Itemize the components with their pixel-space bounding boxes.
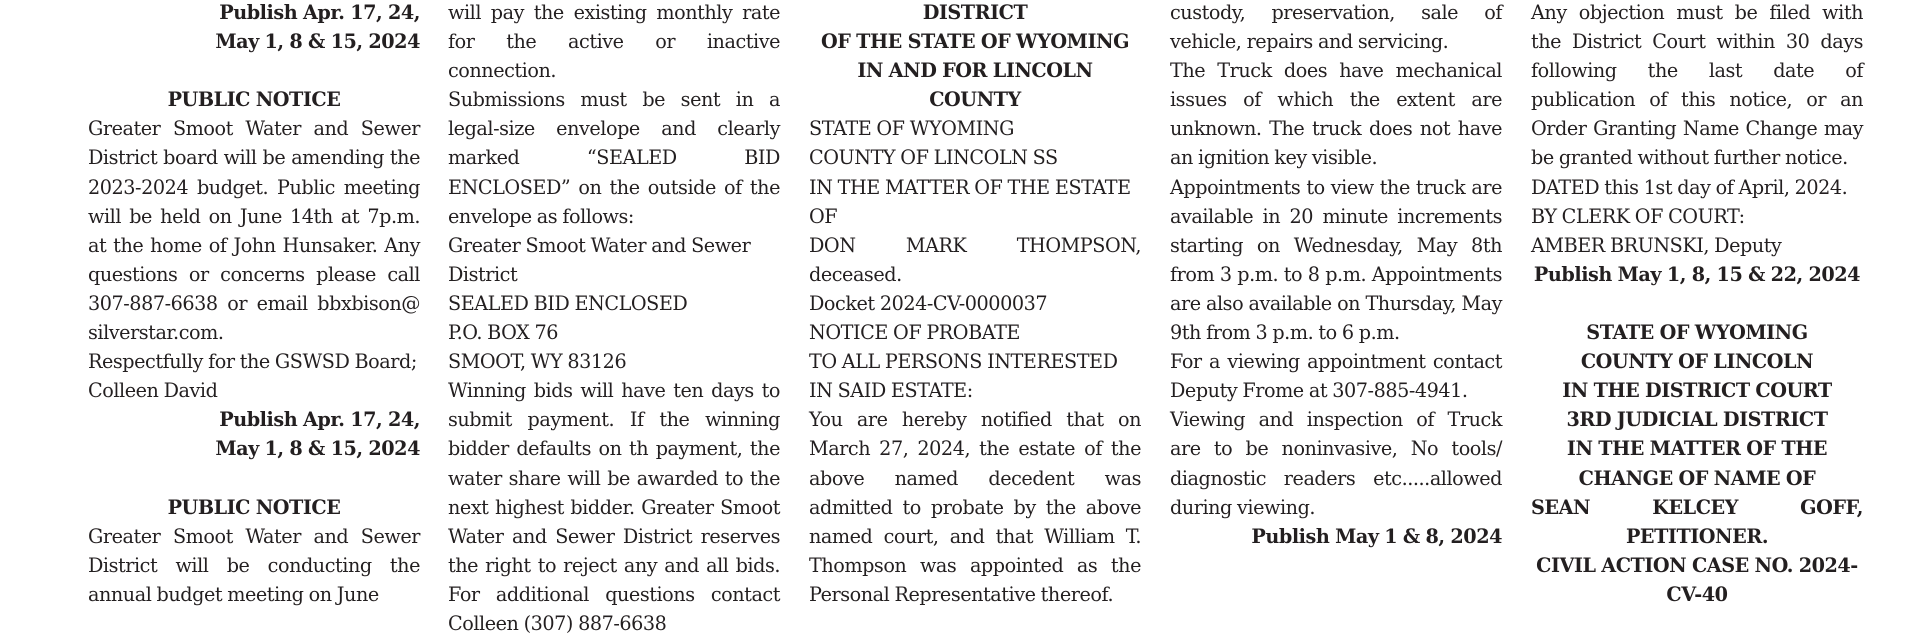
caption-line: STATE OF WYOMING [809,117,1015,141]
court-heading-line: IN AND FOR LINCOLN [857,59,1093,83]
paragraph: Appointments to view the truck are available in 20 minute increments starting on Wednesday, May 8th from 3 p.m. to 8 p.m. Appointments are also available on Thursday, May 9th from 3 p.m. to 6 p.m. [1170,175,1502,345]
court-heading-line: PETITIONER. [1625,524,1769,548]
column-5 [1531,0,1863,609]
paragraph: will pay the existing monthly rate for the active or inactive connection. [448,1,780,83]
clerk-line: BY CLERK OF COURT: [1531,204,1745,228]
publish-dates-line-2: May 1, 8 & 15, 2024 [215,437,420,461]
court-heading-line: 3RD JUDICIAL DISTRICT [1566,408,1828,432]
address-line: Greater Smoot Water and Sewer District [448,233,751,286]
deputy-line: AMBER BRUNSKI, Deputy [1531,233,1782,257]
paragraph: Any objection must be filed with the District Court within 30 days following the last date of publication of this notice, or an Order Granting Name Change may be granted without further notice. [1531,1,1863,170]
caption-line: IN THE MATTER OF THE ESTATE OF [809,175,1131,228]
publish-dates: Publish May 1, 8, 15 & 22, 2024 [1533,262,1861,286]
caption-line: NOTICE OF PROBATE [809,321,1020,345]
petitioner-name: SEAN KELCEY GOFF, [1531,495,1863,519]
paragraph: The Truck does have mechanical issues of which the extent are unknown. The truck does not have an ignition key visible. [1170,59,1502,170]
dated-line: DATED this 1st day of April, 2024. [1531,175,1848,199]
notice-signature: Respectfully for the GSWSD Board; Colleen David [88,350,417,403]
paragraph: Submissions must be sent in a legal-size envelope and clearly marked “SEALED BID ENCLOSED” on the outside of the envelope as follows: [448,88,780,228]
publish-dates-line-1: Publish Apr. 17, 24, [219,1,420,24]
court-heading-line: CHANGE OF NAME OF [1578,466,1816,490]
spacer [88,464,420,493]
column-2 [448,0,780,638]
notice-body: Greater Smoot Water and Sewer District will be conducting the annual budget meeting on June [88,524,420,606]
court-heading-line: STATE OF WYOMING [1586,321,1808,345]
notice-body: Greater Smoot Water and Sewer District board will be amending the 2023-2024 budget. Public meeting will be held on June 14th at 7p.m. at the home of John Hunsaker. Any questions or concerns please call 307-887-6638 or email bbxbison@ silverstar.com. [88,117,420,345]
notice-heading: PUBLIC NOTICE [167,495,341,519]
caption-line: DON MARK THOMPSON, deceased. [809,233,1141,286]
spacer [1531,289,1863,318]
publish-dates-line-1: Publish Apr. 17, 24, [219,408,420,432]
column-1 [88,0,420,609]
column-3 [809,0,1141,609]
address-line: SMOOT, WY 83126 [448,350,627,374]
column-4 [1170,0,1502,551]
court-heading-line: COUNTY [929,88,1021,112]
court-heading-line: COUNTY OF LINCOLN [1580,350,1814,374]
court-heading-line: IN THE DISTRICT COURT [1562,379,1832,403]
court-heading-line: IN THE MATTER OF THE [1566,437,1828,461]
case-number: CIVIL ACTION CASE NO. 2024-CV-40 [1536,553,1858,606]
court-heading-line: DISTRICT [922,1,1028,24]
address-line: P.O. BOX 76 [448,321,558,345]
publish-dates: Publish May 1 & 8, 2024 [1251,524,1502,548]
paragraph: For a viewing appointment contact Deputy Frome at 307-885-4941. [1170,350,1502,403]
notice-heading: PUBLIC NOTICE [167,88,341,112]
paragraph: Winning bids will have ten days to submit payment. If the winning bidder defaults on th payment, the water share will be awarded to the next highest bidder. Greater Smoot Water and Sewer District reserves the right to reject any and all bids. For additional questions contact Colleen (307) 887-6638 [448,379,780,635]
paragraph: Viewing and inspection of Truck are to be noninvasive, No tools/ diagnostic readers etc.....allowed during viewing. [1170,408,1502,519]
spacer [88,56,420,85]
caption-line: COUNTY OF LINCOLN SS [809,146,1058,170]
paragraph: custody, preservation, sale of vehicle, repairs and servicing. [1170,1,1502,54]
publish-dates-line-2: May 1, 8 & 15, 2024 [215,30,420,54]
caption-line: TO ALL PERSONS INTERESTED IN SAID ESTATE: [809,350,1118,403]
address-line: SEALED BID ENCLOSED [448,291,688,315]
court-heading-line: OF THE STATE OF WYOMING [821,30,1129,54]
notice-body: You are hereby notified that on March 27, 2024, the estate of the above named decedent was admitted to probate by the above named court, and that William T. Thompson was appointed as the Personal Representative thereof. [809,408,1141,606]
caption-line: Docket 2024-CV-0000037 [809,291,1048,315]
